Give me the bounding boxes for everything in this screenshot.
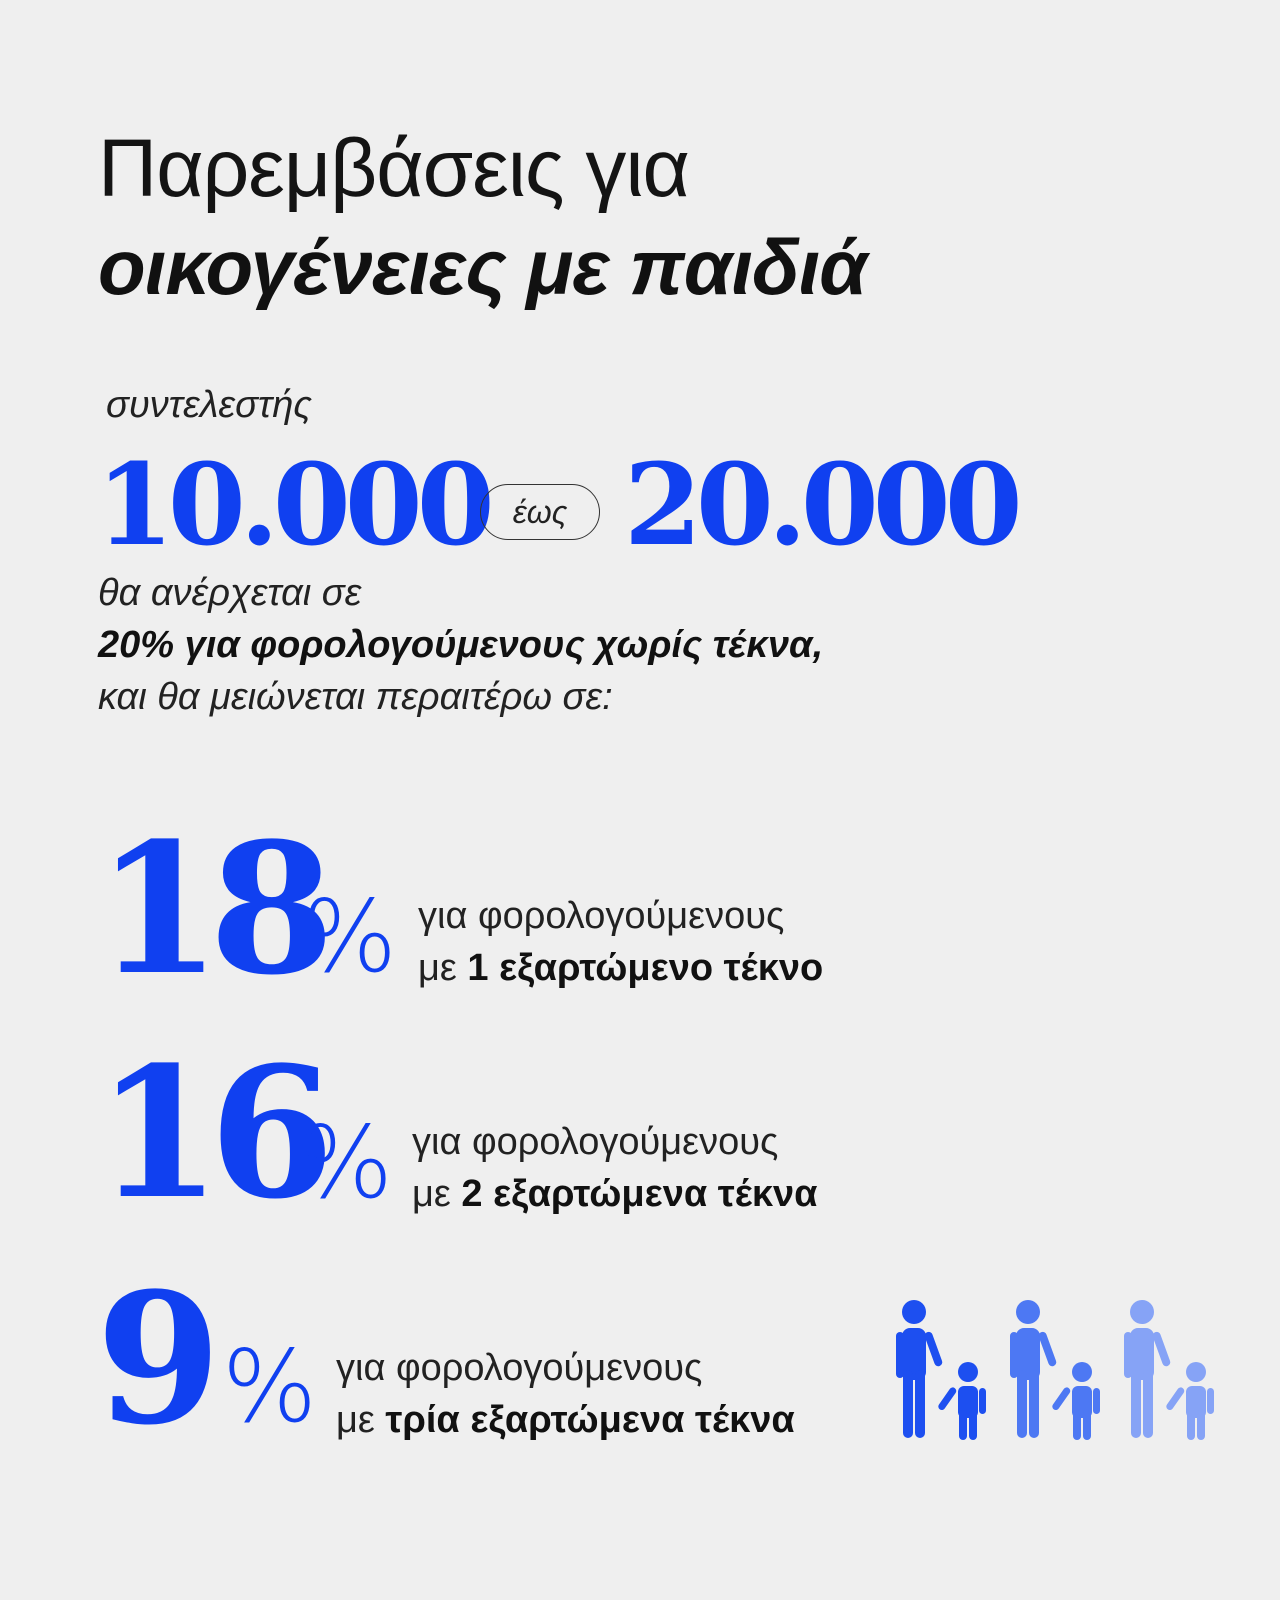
rate-description [336,1342,795,1446]
rate-description-line-1: για φορολογούμενους [418,895,785,937]
description-line-1: θα ανέρχεται σε [98,572,362,614]
parent-child-icon [1124,1300,1214,1440]
rate-value-9: 9 [96,1254,210,1465]
rate-value-18: 18 [96,804,323,1015]
rate-description-bold: 1 εξαρτώμενο τέκνο [467,947,824,989]
description-line-3: και θα μειώνεται περαιτέρω σε: [98,676,613,718]
parent-child-icon [1010,1300,1100,1440]
rate-value-16: 16 [96,1028,323,1239]
rate-description-bold: 2 εξαρτώμενα τέκνα [461,1173,818,1215]
coefficient-label: συντελεστής [106,384,312,426]
rate-description-prefix: με [418,947,457,989]
rate-description-line-1: για φορολογούμενους [412,1121,779,1163]
rate-percent-sign: % [298,1104,394,1221]
description-line-2: 20% για φορολογούμενους χωρίς τέκνα, [98,624,824,666]
rate-description-line-1: για φορολογούμενους [336,1347,703,1389]
parent-child-icon [896,1300,986,1440]
title-line-2: οικογένειες με παιδιά [98,223,867,311]
rate-description-bold: τρία εξαρτώμενα τέκνα [385,1399,795,1441]
rate-description [418,890,823,994]
range-connector-pill: έως [480,484,600,540]
rate-description-prefix: με [336,1399,375,1441]
title-line-1: Παρεμβάσεις για [98,123,689,214]
rate-percent-sign: % [302,878,398,995]
rate-description [412,1116,818,1220]
rate-percent-sign: % [222,1328,318,1445]
family-icons [896,1300,1236,1450]
range-to: 20.000 [624,440,1017,571]
rate-description-prefix: με [412,1173,451,1215]
range-from: 10.000 [96,440,489,571]
